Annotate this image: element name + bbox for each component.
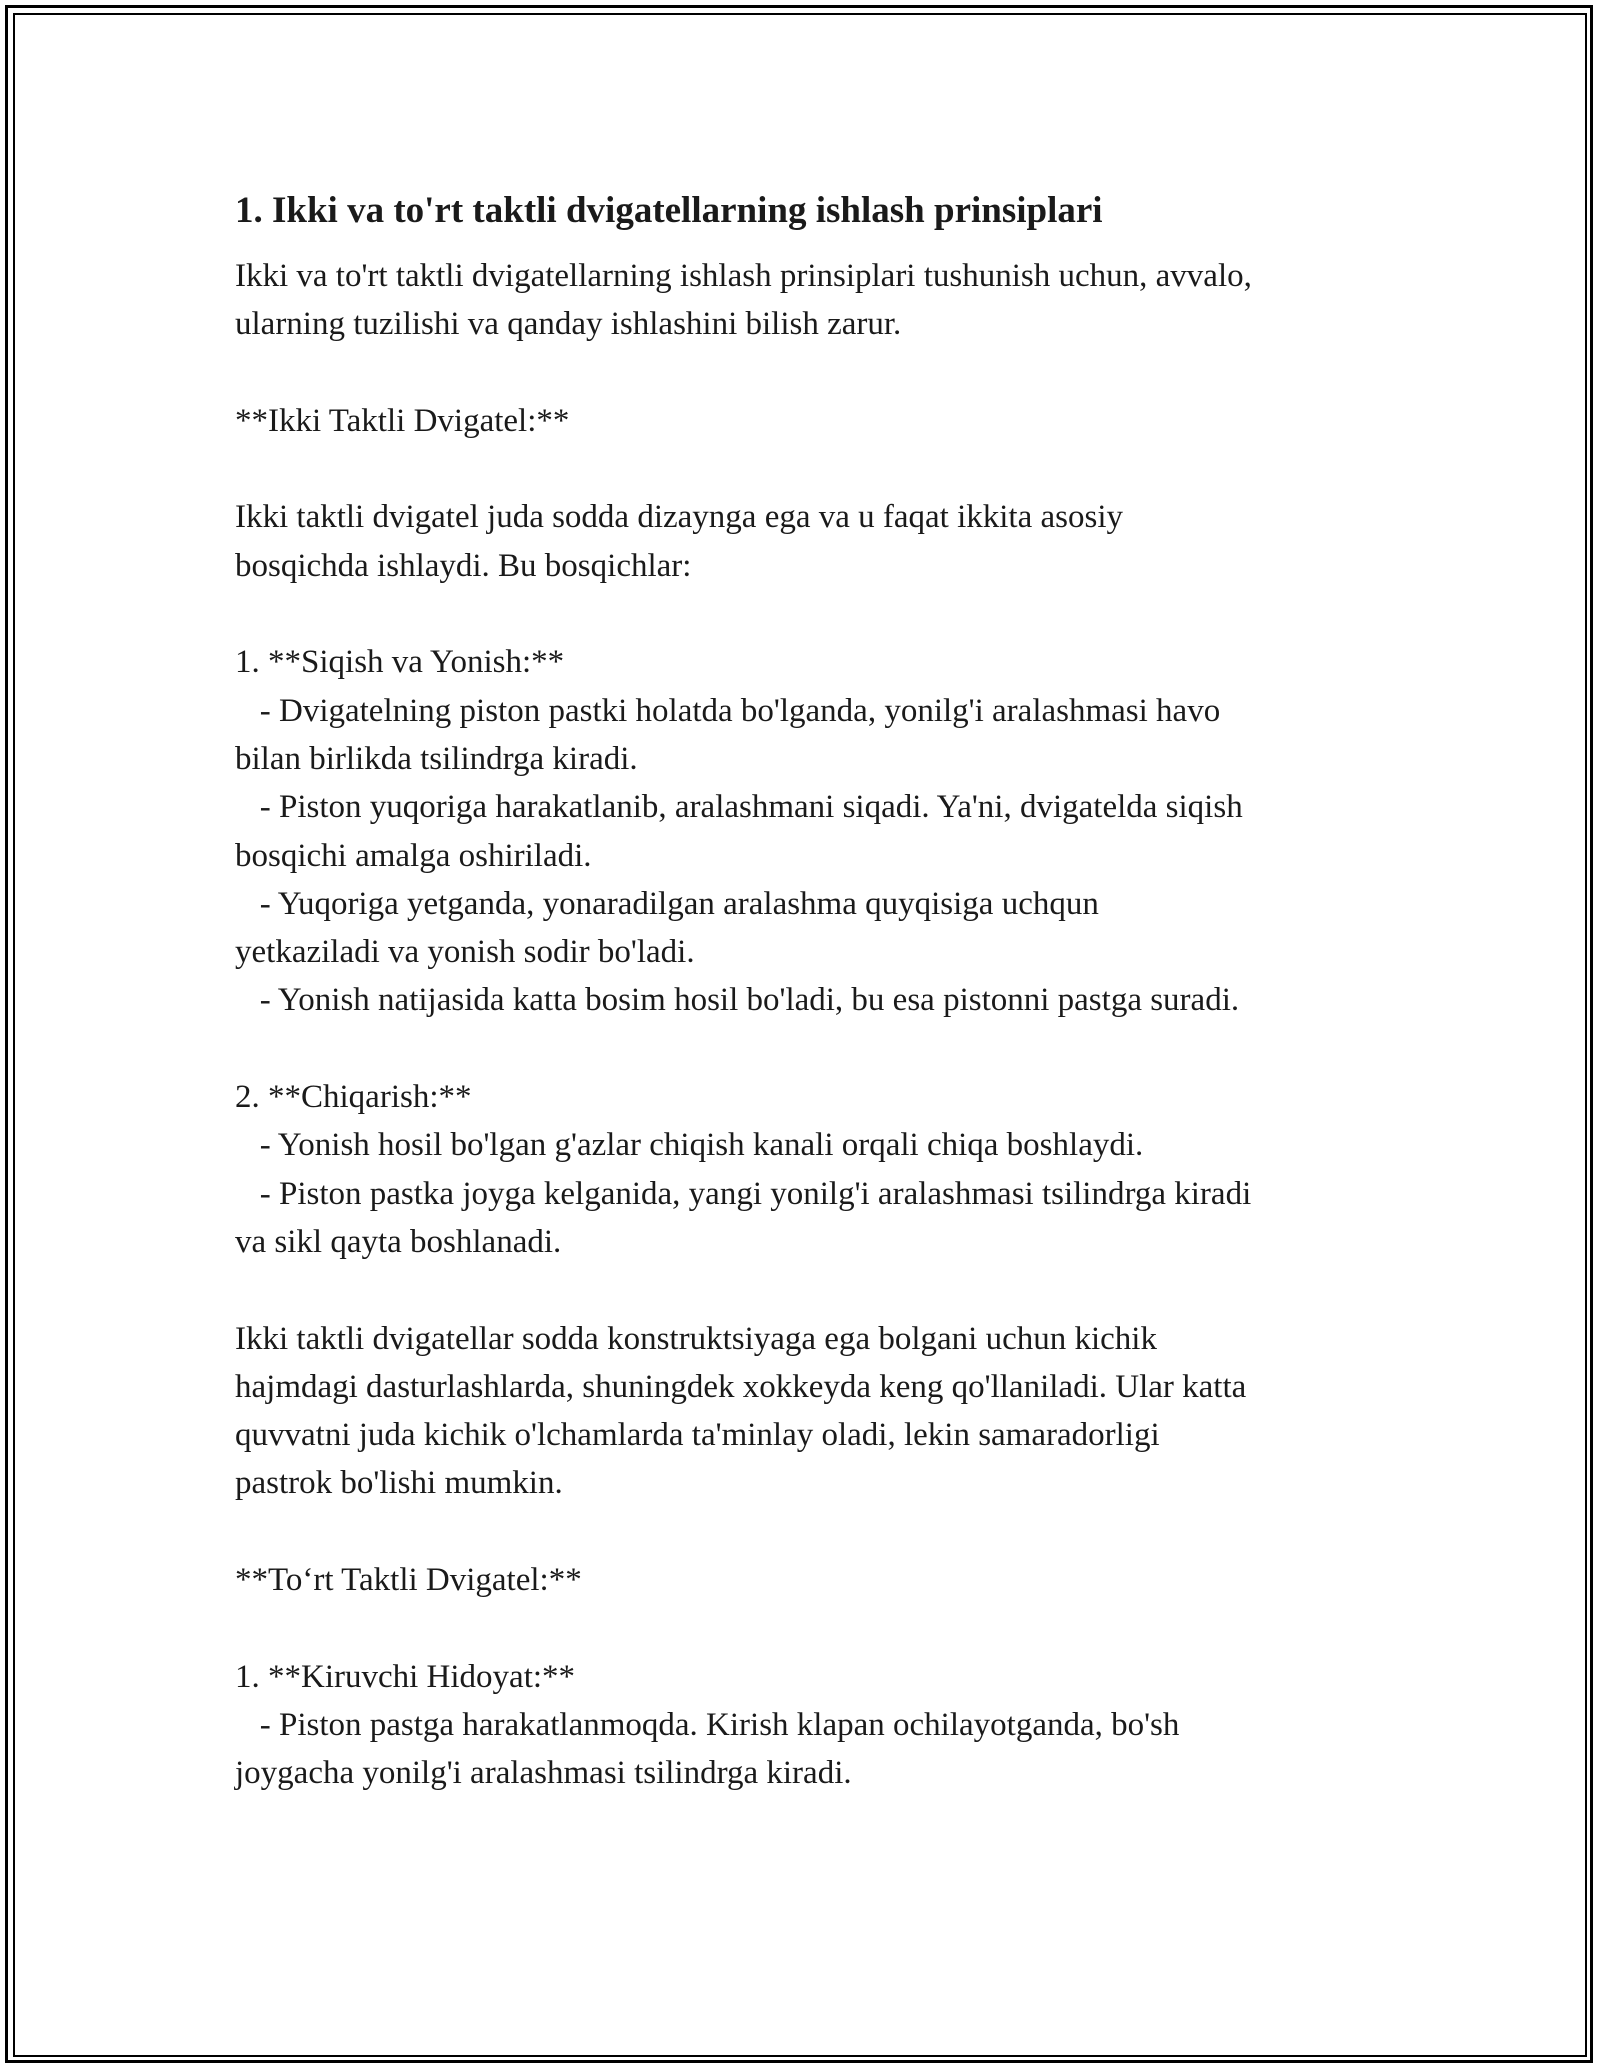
text-line: Ikki taktli dvigatel juda sodda dizaynga ega va u faqat ikkita asosiy — [235, 499, 1123, 536]
list-item-title: 1. **Siqish va Yonish:** — [235, 644, 565, 681]
blank-line — [235, 590, 1395, 638]
blank-line — [235, 349, 1395, 397]
text-line: quvvatni juda kichik o'lchamlarda ta'minlay oladi, lekin samaradorligi — [235, 1417, 1160, 1454]
list-item-title: 1. **Kiruvchi Hidoyat:** — [235, 1658, 576, 1695]
text-line: yetkaziladi va yonish sodir bo'ladi. — [235, 934, 695, 971]
blank-line — [235, 1266, 1395, 1314]
section-title: **To‘rt Taktli Dvigatel:** — [235, 1562, 582, 1599]
document-body — [235, 252, 1395, 1798]
text-line: - Piston pastka joyga kelganida, yangi yonilg'i aralashmasi tsilindrga kiradi — [235, 1175, 1252, 1212]
text-line: hajmdagi dasturlashlarda, shuningdek xokkeyda keng qo'llaniladi. Ular katta — [235, 1368, 1247, 1405]
text-line: va sikl qayta boshlanadi. — [235, 1223, 562, 1260]
blank-line — [235, 1604, 1395, 1652]
blank-line — [235, 1508, 1395, 1556]
text-line: Ikki va to'rt taktli dvigatellarning ishlash prinsiplari tushunish uchun, avvalo, — [235, 258, 1252, 294]
section-title: **Ikki Taktli Dvigatel:** — [235, 402, 570, 439]
document-heading: 1. Ikki va to'rt taktli dvigatellarning ishlash prinsiplari — [235, 190, 1103, 231]
text-line: - Piston yuqoriga harakatlanib, aralashmani siqadi. Ya'ni, dvigatelda siqish — [235, 789, 1243, 826]
text-line: Ikki taktli dvigatellar sodda konstruktsiyaga ega bolgani uchun kichik — [235, 1320, 1157, 1357]
text-line: - Yonish hosil bo'lgan g'azlar chiqish kanali orqali chiqa boshlaydi. — [235, 1127, 1144, 1164]
list-item-title: 2. **Chiqarish:** — [235, 1079, 472, 1116]
text-line: - Piston pastga harakatlanmoqda. Kirish klapan ochilayotganda, bo'sh — [235, 1706, 1180, 1743]
document-page — [235, 186, 1395, 1798]
text-line: joygacha yonilg'i aralashmasi tsilindrga kiradi. — [235, 1755, 852, 1792]
text-line: - Yuqoriga yetganda, yonaradilgan aralashma quyqisiga uchqun — [235, 885, 1099, 922]
text-line: bilan birlikda tsilindrga kiradi. — [235, 740, 638, 777]
text-line: - Dvigatelning piston pastki holatda bo'lganda, yonilg'i aralashmasi havo — [235, 692, 1221, 729]
blank-line — [235, 1025, 1395, 1073]
text-line: bosqichda ishlaydi. Bu bosqichlar: — [235, 547, 692, 584]
blank-line — [235, 445, 1395, 493]
text-line: bosqichi amalga oshiriladi. — [235, 837, 592, 874]
text-line: - Yonish natijasida katta bosim hosil bo'ladi, bu esa pistonni pastga suradi. — [235, 982, 1240, 1019]
text-line: pastrok bo'lishi mumkin. — [235, 1465, 563, 1502]
text-line: ularning tuzilishi va qanday ishlashini bilish zarur. — [235, 306, 902, 343]
